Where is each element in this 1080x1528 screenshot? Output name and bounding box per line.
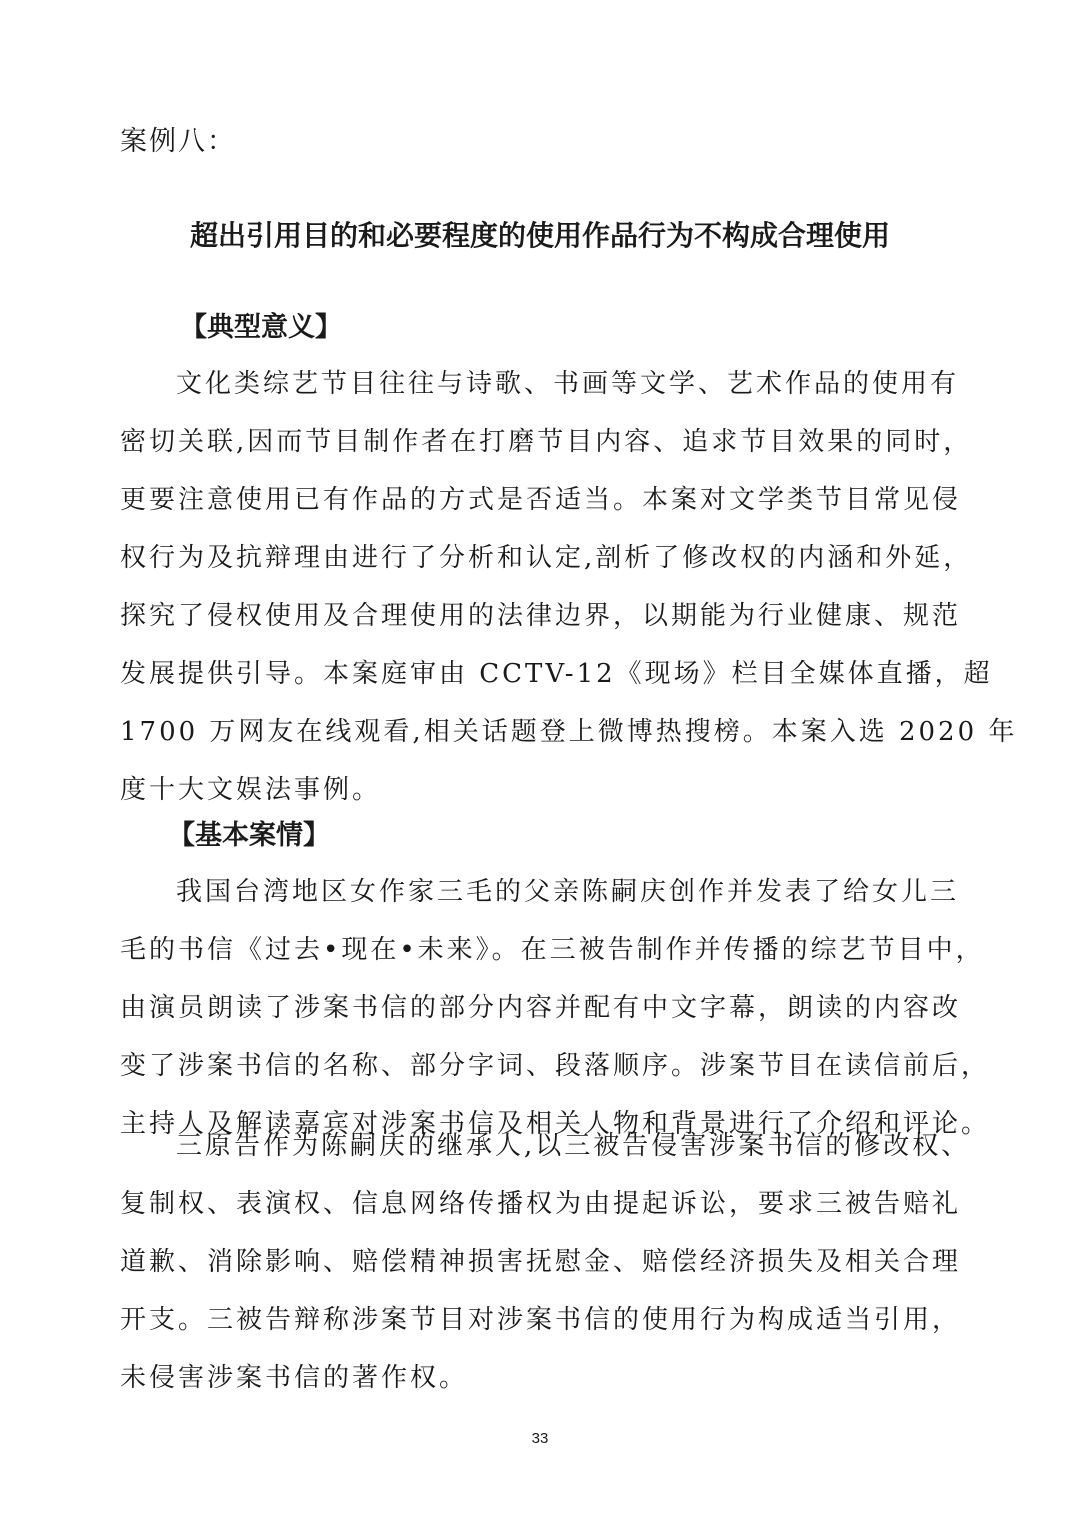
paragraph-line: 毛的书信《过去•现在•未来》。在三被告制作并传播的综艺节目中， [120,935,985,965]
paragraph-line: 复制权、表演权、信息网络传播权为由提起诉讼，要求三被告赔礼 [120,1189,962,1219]
paragraph-line: 我国台湾地区女作家三毛的父亲陈嗣庆创作并发表了给女儿三 [176,877,960,907]
paragraph-line: 度十大文娱法事例。 [120,775,382,805]
paragraph-line: 道歉、消除影响、赔偿精神损害抚慰金、赔偿经济损失及相关合理 [120,1247,962,1277]
paragraph-line: 密切关联,因而节目制作者在打磨节目内容、追求节目效果的同时， [120,427,973,457]
section-heading-basic-facts: 【基本案情】 [168,820,330,851]
paragraph-line: 未侵害涉案书信的著作权。 [120,1363,469,1393]
paragraph-line: 1700 万网友在线观看,相关话题登上微博热搜榜。本案入选 2020 年 [120,717,1018,747]
case-label: 案例八： [120,126,236,157]
paragraph-line: 主持人及解读嘉宾对涉案书信及相关人物和背景进行了介绍和评论。 [120,1109,991,1139]
section-heading-significance: 【典型意义】 [180,312,342,343]
paragraph-line: 变了涉案书信的名称、部分字词、段落顺序。涉案节目在读信前后， [120,1051,991,1081]
paragraph-line: 文化类综艺节目往往与诗歌、书画等文学、艺术作品的使用有 [176,369,960,399]
paragraph-line: 三原告作为陈嗣庆的继承人,以三被告侵害涉案书信的修改权、 [176,1131,971,1161]
significance-paragraph [120,355,1018,819]
document-title: 超出引用目的和必要程度的使用作品行为不构成合理使用 [189,219,890,252]
facts-paragraph-2 [120,1117,971,1407]
paragraph-line: 更要注意使用已有作品的方式是否适当。本案对文学类节目常见侵 [120,485,962,515]
paragraph-line: 由演员朗读了涉案书信的部分内容并配有中文字幕，朗读的内容改 [120,993,962,1023]
paragraph-line: 权行为及抗辩理由进行了分析和认定,剖析了修改权的内涵和外延， [120,543,973,573]
paragraph-line: 发展提供引导。本案庭审由 CCTV-12《现场》栏目全媒体直播，超 [120,659,993,689]
paragraph-line: 探究了侵权使用及合理使用的法律边界，以期能为行业健康、规范 [120,601,962,631]
page-number: 33 [531,1430,549,1447]
facts-paragraph-1 [120,863,991,1153]
paragraph-line: 开支。三被告辩称涉案节目对涉案书信的使用行为构成适当引用， [120,1305,962,1335]
